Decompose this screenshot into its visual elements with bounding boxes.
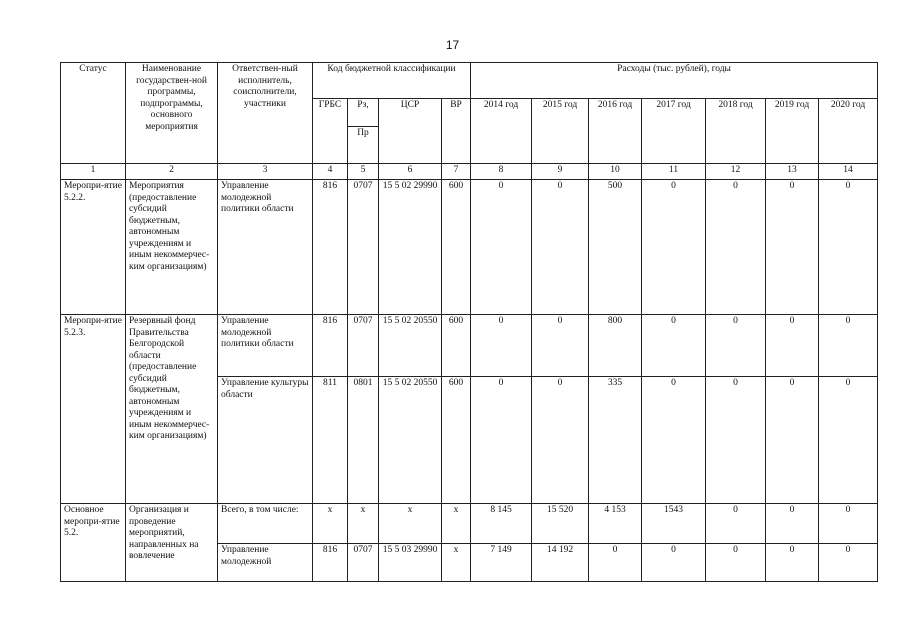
header-budget-code: Код бюджетной классификации <box>313 63 471 99</box>
cell-2018: 0 <box>706 504 766 544</box>
column-number: 5 <box>348 164 379 180</box>
row-responsible: Всего, в том числе: <box>218 504 313 544</box>
column-number: 3 <box>218 164 313 180</box>
column-number: 1 <box>61 164 126 180</box>
cell-2017: 0 <box>642 315 706 377</box>
cell-csr: 15 5 02 20550 <box>379 315 442 377</box>
cell-2018: 0 <box>706 377 766 504</box>
cell-2020: 0 <box>819 377 878 504</box>
cell-2018: 0 <box>706 180 766 315</box>
cell-2015: 14 192 <box>532 544 589 582</box>
cell-2019: 0 <box>766 377 819 504</box>
page-number: 17 <box>445 38 460 52</box>
cell-2018: 0 <box>706 315 766 377</box>
header-year-2016: 2016 год <box>589 99 642 164</box>
cell-2020: 0 <box>819 180 878 315</box>
cell-2014: 0 <box>471 377 532 504</box>
cell-2020: 0 <box>819 315 878 377</box>
cell-vr: 600 <box>442 180 471 315</box>
cell-2020: 0 <box>819 504 878 544</box>
cell-2016: 335 <box>589 377 642 504</box>
cell-2015: 0 <box>532 180 589 315</box>
row-responsible: Управление молодежной политики области <box>218 180 313 315</box>
header-rz: Рз, <box>348 99 379 127</box>
cell-2014: 7 149 <box>471 544 532 582</box>
header-year-2019: 2019 год <box>766 99 819 164</box>
cell-csr: 15 5 03 29990 <box>379 544 442 582</box>
cell-grbs: 816 <box>313 315 348 377</box>
budget-table <box>60 62 878 582</box>
cell-2017: 0 <box>642 180 706 315</box>
cell-vr: 600 <box>442 315 471 377</box>
column-numbers-row <box>61 164 878 180</box>
row-name: Резервный фонд Правительства Белгородской области (предоставление субсидий бюджетным, автономным учреждениям и иным некоммерчес-ким организациям) <box>126 315 218 504</box>
row-status: Меропри-ятие 5.2.3. <box>61 315 126 504</box>
cell-2019: 0 <box>766 544 819 582</box>
cell-rzpr: 0707 <box>348 544 379 582</box>
column-number: 10 <box>589 164 642 180</box>
header-expenses: Расходы (тыс. рублей), годы <box>471 63 878 99</box>
header-status: Статус <box>61 63 126 164</box>
cell-grbs: 811 <box>313 377 348 504</box>
cell-2015: 15 520 <box>532 504 589 544</box>
header-name: Наименование государствен-ной программы, подпрограммы, основного мероприятия <box>126 63 218 164</box>
cell-2016: 0 <box>589 544 642 582</box>
cell-2014: 0 <box>471 180 532 315</box>
cell-rzpr: 0707 <box>348 315 379 377</box>
column-number: 9 <box>532 164 589 180</box>
row-responsible: Управление молодежной <box>218 544 313 582</box>
cell-vr: х <box>442 544 471 582</box>
table-row <box>61 315 878 377</box>
header-responsible: Ответствен-ный исполнитель, соисполнители, участники <box>218 63 313 164</box>
cell-2019: 0 <box>766 180 819 315</box>
header-year-2015: 2015 год <box>532 99 589 164</box>
cell-grbs: 816 <box>313 544 348 582</box>
row-status: Основное меропри-ятие 5.2. <box>61 504 126 582</box>
header-year-2018: 2018 год <box>706 99 766 164</box>
header-pr: Пр <box>348 127 379 164</box>
cell-rzpr: 0707 <box>348 180 379 315</box>
column-number: 14 <box>819 164 878 180</box>
cell-2014: 0 <box>471 315 532 377</box>
column-number: 11 <box>642 164 706 180</box>
header-year-2020: 2020 год <box>819 99 878 164</box>
table-row <box>61 504 878 544</box>
column-number: 12 <box>706 164 766 180</box>
cell-2017: 0 <box>642 377 706 504</box>
column-number: 2 <box>126 164 218 180</box>
column-number: 8 <box>471 164 532 180</box>
cell-2014: 8 145 <box>471 504 532 544</box>
column-number: 4 <box>313 164 348 180</box>
row-name: Организация и проведение мероприятий, направленных на вовлечение <box>126 504 218 582</box>
cell-2015: 0 <box>532 377 589 504</box>
cell-rzpr: 0801 <box>348 377 379 504</box>
cell-csr: 15 5 02 20550 <box>379 377 442 504</box>
cell-vr: х <box>442 504 471 544</box>
header-year-2014: 2014 год <box>471 99 532 164</box>
row-responsible: Управление культуры области <box>218 377 313 504</box>
cell-vr: 600 <box>442 377 471 504</box>
column-number: 7 <box>442 164 471 180</box>
header-csr: ЦСР <box>379 99 442 164</box>
cell-2019: 0 <box>766 315 819 377</box>
cell-2020: 0 <box>819 544 878 582</box>
header-grbs: ГРБС <box>313 99 348 164</box>
cell-rzpr: х <box>348 504 379 544</box>
row-status: Меропри-ятие 5.2.2. <box>61 180 126 315</box>
row-name: Мероприятия (предоставление субсидий бюджетным, автономным учреждениям и иным некоммерчес-ким организациям) <box>126 180 218 315</box>
cell-2017: 1543 <box>642 504 706 544</box>
cell-2019: 0 <box>766 504 819 544</box>
header-vr: ВР <box>442 99 471 164</box>
cell-2015: 0 <box>532 315 589 377</box>
cell-csr: х <box>379 504 442 544</box>
cell-csr: 15 5 02 29990 <box>379 180 442 315</box>
cell-2018: 0 <box>706 544 766 582</box>
row-responsible: Управление молодежной политики области <box>218 315 313 377</box>
header-year-2017: 2017 год <box>642 99 706 164</box>
cell-2016: 800 <box>589 315 642 377</box>
column-number: 13 <box>766 164 819 180</box>
cell-2017: 0 <box>642 544 706 582</box>
cell-grbs: х <box>313 504 348 544</box>
table-row <box>61 180 878 315</box>
cell-2016: 500 <box>589 180 642 315</box>
cell-2016: 4 153 <box>589 504 642 544</box>
cell-grbs: 816 <box>313 180 348 315</box>
column-number: 6 <box>379 164 442 180</box>
